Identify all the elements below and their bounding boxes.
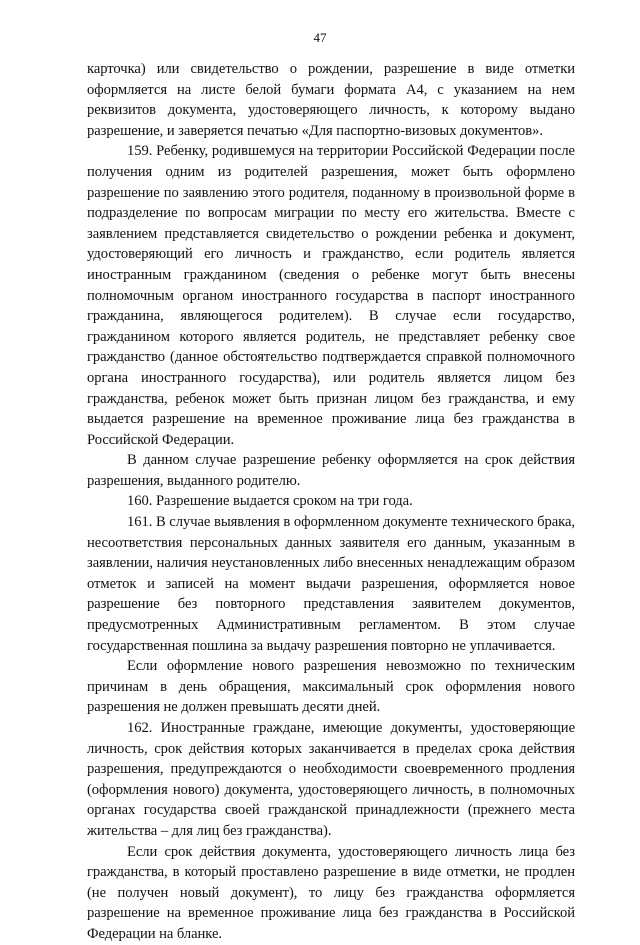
paragraph-159-term: В данном случае разрешение ребенку оформляется на срок действия разрешения, выданного родителю. bbox=[87, 452, 575, 489]
document-body bbox=[87, 59, 575, 945]
paragraph-159: 159. Ребенку, родившемуся на территории Российской Федерации после получения одним из родителей разрешения, может быть оформлено разрешение по заявлению этого родителя, поданному в произвольной форме в подразделение по вопросам миграции по месту его жительства. Вместе с заявлением представляется свидетельство о рождении ребенка и документ, удостоверяющий его личность и гражданство, если родитель является иностранным гражданином (сведения о ребенке могут быть внесены полномочным органом иностранного государства в паспорт иностранного гражданина, являющегося родителем). В случае если государство, гражданином которого является родитель, не представляет ребенку свое гражданство (данное обстоятельство подтверждается справкой полномочного органа иностранного государства), или родитель является лицом без гражданства, ребенок может быть признан лицом без гражданства, и ему выдается разрешение на временное проживание лица без гражданства в Российской Федерации. bbox=[87, 143, 575, 448]
paragraph-continuation: карточка) или свидетельство о рождении, разрешение в виде отметки оформляется на листе белой бумаги формата А4, с указанием на нем реквизитов документа, удостоверяющего личность, к которому выдано разрешение, и заверяется печатью «Для паспортно-визовых документов». bbox=[87, 61, 575, 139]
paragraph-162: 162. Иностранные граждане, имеющие документы, удостоверяющие личность, срок действия которых заканчивается в пределах срока действия разрешения, предупреждаются о необходимости своевременного продления (оформления нового) документа, удостоверяющего личность, в полномочных органах государства своей гражданской принадлежности (прежнего места жительства – для лиц без гражданства). bbox=[87, 720, 575, 839]
page-number: 47 bbox=[313, 30, 327, 45]
paragraph-162-stateless: Если срок действия документа, удостоверяющего личность лица без гражданства, в который проставлено разрешение в виде отметки, не продлен (не получен новый документ), то лицу без гражданства оформляется разрешение на временное проживание лица без гражданства в Российской Федерации на бланке. bbox=[87, 843, 575, 942]
paragraph-161-deadline: Если оформление нового разрешения невозможно по техническим причинам в день обращения, максимальный срок оформления нового разрешения не должен превышать десяти дней. bbox=[87, 658, 575, 716]
paragraph-160: 160. Разрешение выдается сроком на три года. bbox=[127, 493, 413, 510]
paragraph-161: 161. В случае выявления в оформленном документе технического брака, несоответствия персональных данных заявителя его данным, указанным в заявлении, наличия неустановленных либо внесенных ненадлежащим образом отметок и записей на момент выдачи разрешения, оформляется новое разрешение без повторного представления заявителем документов, предусмотренных Административным регламентом. В этом случае государственная пошлина за выдачу разрешения повторно не уплачивается. bbox=[87, 514, 575, 654]
